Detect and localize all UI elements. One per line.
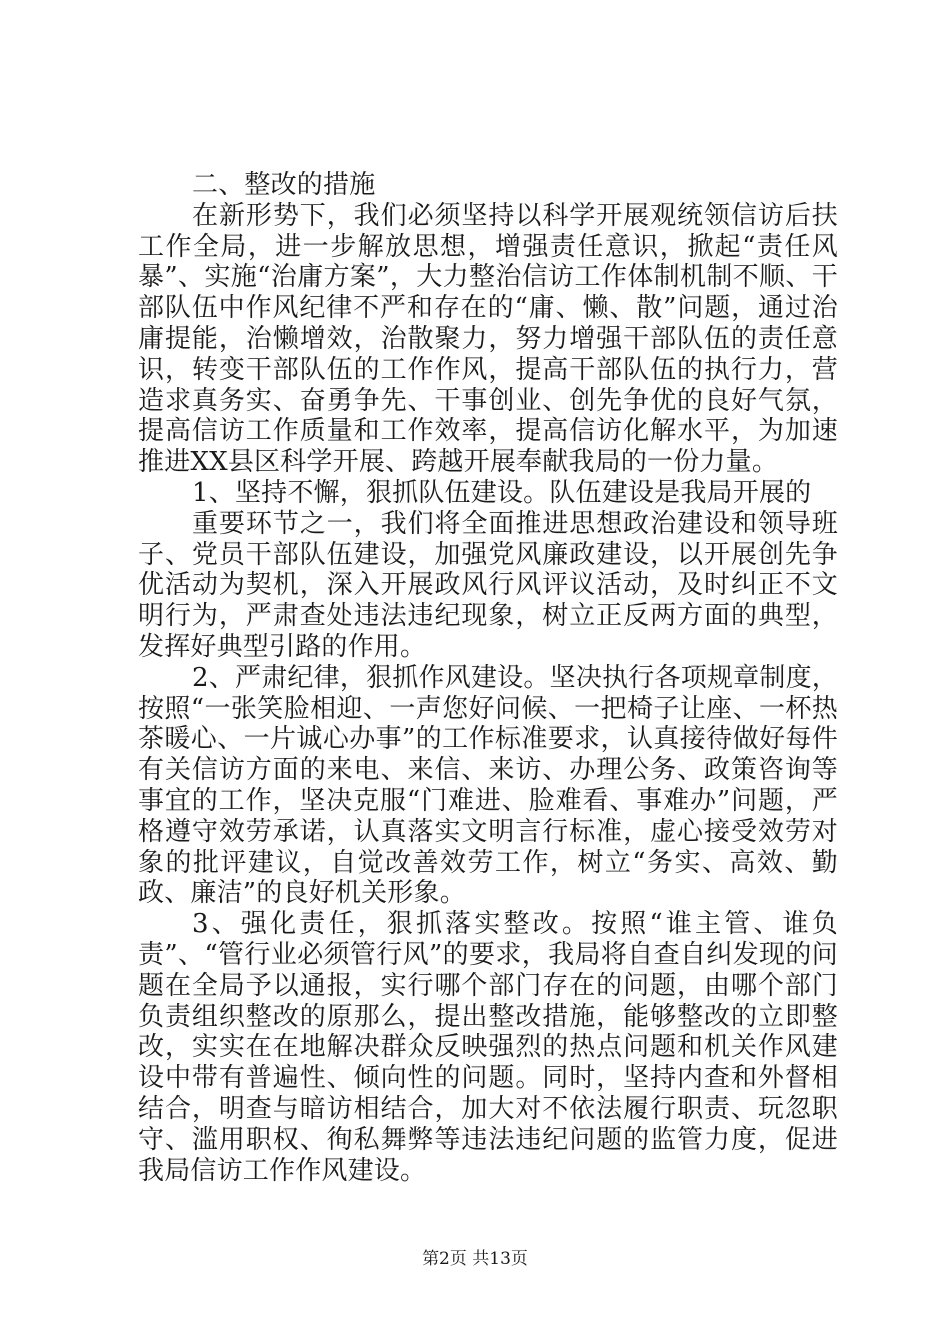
paragraph-item-1-body: 重要环节之一，我们将全面推进思想政治建设和领导班子、党员干部队伍建设，加强党风廉政建设，以开展创先争优活动为契机，深入开展政风行风评议活动，及时纠正不文明行为，严肃查处违法违纪现象，树立正反两方面的典型，发挥好典型引路的作用。 [138, 508, 838, 662]
page-number-footer: 第2页 共13页 [422, 1249, 528, 1269]
paragraph-intro: 在新形势下，我们必须坚持以科学开展观统领信访后扶工作全局，进一步解放思想，增强责任意识，掀起“责任风暴”、实施“治庸方案”，大力整治信访工作体制机制不顺、干部队伍中作风纪律不严和存在的“庸、懒、散”问题，通过治庸提能，治懒增效，治散聚力，努力增强干部队伍的责任意识，转变干部队伍的工作作风，提高干部队伍的执行力，营造求真务实、奋勇争先、干事创业、创先争优的良好气氛，提高信访工作质量和工作效率，提高信访化解水平，为加速推进XX县区科学开展、跨越开展奉献我局的一份力量。 [138, 200, 838, 478]
paragraph-item-1-title: 1、坚持不懈，狠抓队伍建设。队伍建设是我局开展的 [192, 477, 812, 508]
paragraph-item-2: 2、严肃纪律，狠抓作风建设。坚决执行各项规章制度，按照“一张笑脸相迎、一声您好问候、一把椅子让座、一杯热茶暖心、一片诚心办事”的工作标准要求，认真接待做好每件有关信访方面的来电、来信、来访、办理公务、政策咨询等事宜的工作，坚决克服“门难进、脸难看、事难办”问题，严格遵守效劳承诺，认真落实文明言行标准，虚心接受效劳对象的批评建议，自觉改善效劳工作，树立“务实、高效、勤政、廉洁”的良好机关形象。 [138, 662, 838, 909]
document-body [138, 170, 838, 1186]
section-heading: 二、整改的措施 [192, 170, 376, 200]
paragraph-item-3: 3、强化责任，狠抓落实整改。按照“谁主管、谁负责”、“管行业必须管行风”的要求，我局将自查自纠发现的问题在全局予以通报，实行哪个部门存在的问题，由哪个部门负责组织整改的原那么，提出整改措施，能够整改的立即整改，实实在在地解决群众反映强烈的热点问题和机关作风建设中带有普遍性、倾向性的问题。同时，坚持内查和外督相结合，明查与暗访相结合，加大对不依法履行职责、玩忽职守、滥用职权、徇私舞弊等违法违纪问题的监管力度，促进我局信访工作作风建设。 [138, 909, 838, 1186]
